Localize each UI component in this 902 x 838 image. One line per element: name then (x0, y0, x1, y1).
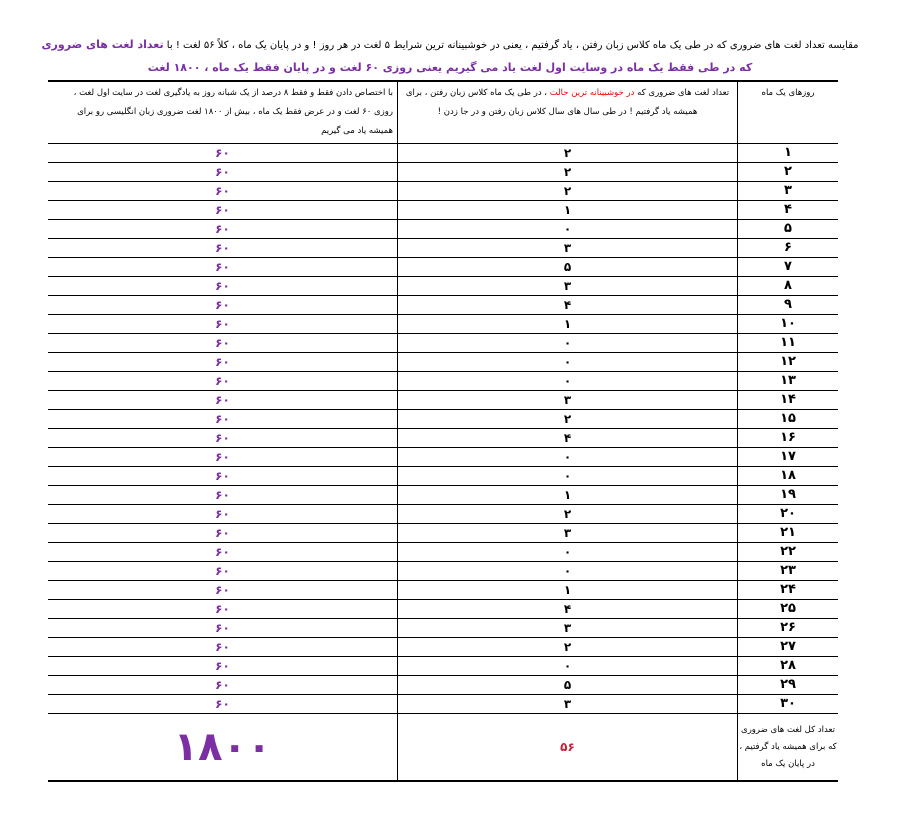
site-words-cell: ۶۰ (48, 524, 398, 543)
total-site: ۱۸۰۰ (48, 714, 398, 782)
class-words-cell: ۲ (398, 638, 738, 657)
site-words-cell: ۶۰ (48, 315, 398, 334)
table-row (48, 467, 838, 486)
day-cell: ۳ (738, 182, 839, 201)
class-words-cell: ۲ (398, 182, 738, 201)
class-words-cell: ۰ (398, 562, 738, 581)
site-words-cell: ۶۰ (48, 296, 398, 315)
day-cell: ۱۵ (738, 410, 839, 429)
class-words-cell: ۴ (398, 296, 738, 315)
site-words-cell: ۶۰ (48, 448, 398, 467)
site-words-cell: ۶۰ (48, 429, 398, 448)
table-row (48, 391, 838, 410)
day-cell: ۵ (738, 220, 839, 239)
site-words-cell: ۶۰ (48, 334, 398, 353)
class-words-cell: ۴ (398, 600, 738, 619)
day-cell: ۱ (738, 144, 839, 163)
site-words-cell: ۶۰ (48, 562, 398, 581)
day-cell: ۲۹ (738, 676, 839, 695)
day-cell: ۶ (738, 239, 839, 258)
day-cell: ۱۰ (738, 315, 839, 334)
table-row (48, 258, 838, 277)
day-cell: ۷ (738, 258, 839, 277)
site-words-cell: ۶۰ (48, 353, 398, 372)
site-words-cell: ۶۰ (48, 410, 398, 429)
class-words-cell: ۰ (398, 372, 738, 391)
site-words-cell: ۶۰ (48, 220, 398, 239)
class-words-cell: ۲ (398, 505, 738, 524)
site-words-cell: ۶۰ (48, 676, 398, 695)
table-row (48, 163, 838, 182)
class-words-cell: ۰ (398, 657, 738, 676)
intro-text (40, 34, 860, 80)
class-words-cell: ۰ (398, 334, 738, 353)
table-row (48, 144, 838, 163)
table-row (48, 220, 838, 239)
day-cell: ۲۳ (738, 562, 839, 581)
table-row (48, 296, 838, 315)
day-cell: ۳۰ (738, 695, 839, 714)
header-class-red: در خوشبینانه ترین حالت (549, 88, 635, 98)
site-words-cell: ۶۰ (48, 600, 398, 619)
site-words-cell: ۶۰ (48, 239, 398, 258)
intro-highlight: تعداد لغت های ضروری که در طی فقط یک ماه در وسایت اول لغت یاد می گیریم یعنی روزی ۶۰ لغت و در پایان فقط یک ماه ، ۱۸۰۰ لغت (41, 38, 753, 74)
site-words-cell: ۶۰ (48, 277, 398, 296)
total-class: ۵۶ (398, 714, 738, 782)
total-label: تعداد کل لغت های ضروری که برای همیشه یاد گرفتیم ، در پایان یک ماه (738, 714, 839, 782)
site-words-cell: ۶۰ (48, 486, 398, 505)
day-cell: ۱۴ (738, 391, 839, 410)
day-cell: ۸ (738, 277, 839, 296)
day-cell: ۱۱ (738, 334, 839, 353)
header-class-text: تعداد لغت های ضروری که (634, 88, 730, 98)
day-cell: ۱۶ (738, 429, 839, 448)
class-words-cell: ۰ (398, 353, 738, 372)
class-words-cell: ۴ (398, 429, 738, 448)
table-row (48, 676, 838, 695)
table-row (48, 448, 838, 467)
table-row (48, 600, 838, 619)
class-words-cell: ۳ (398, 619, 738, 638)
class-words-cell: ۰ (398, 220, 738, 239)
table-row (48, 562, 838, 581)
class-words-cell: ۱ (398, 486, 738, 505)
class-words-cell: ۰ (398, 448, 738, 467)
table-row (48, 201, 838, 220)
header-row (48, 81, 838, 144)
day-cell: ۹ (738, 296, 839, 315)
class-words-cell: ۲ (398, 163, 738, 182)
site-words-cell: ۶۰ (48, 201, 398, 220)
header-days: روزهای یک ماه (738, 81, 839, 144)
header-site: با اختصاص دادن فقط و فقط ۸ درصد از یک شبانه روز به یادگیری لغت در سایت اول لغت ، روزی ۶۰ لغت و در عرض فقط یک ماه ، بیش از ۱۸۰۰ لغت ضروری زبان انگلیسی رو برای همیشه یاد می گیریم (48, 81, 398, 144)
day-cell: ۱۹ (738, 486, 839, 505)
class-words-cell: ۰ (398, 543, 738, 562)
day-cell: ۲۱ (738, 524, 839, 543)
class-words-cell: ۳ (398, 695, 738, 714)
site-words-cell: ۶۰ (48, 372, 398, 391)
table-row (48, 353, 838, 372)
day-cell: ۲۸ (738, 657, 839, 676)
day-cell: ۲۶ (738, 619, 839, 638)
day-cell: ۱۷ (738, 448, 839, 467)
class-words-cell: ۱ (398, 315, 738, 334)
class-words-cell: ۳ (398, 391, 738, 410)
day-cell: ۱۳ (738, 372, 839, 391)
site-words-cell: ۶۰ (48, 182, 398, 201)
header-class (398, 81, 738, 144)
class-words-cell: ۱ (398, 201, 738, 220)
table-row (48, 638, 838, 657)
day-cell: ۱۸ (738, 467, 839, 486)
table-row (48, 524, 838, 543)
class-words-cell: ۳ (398, 524, 738, 543)
table-row (48, 277, 838, 296)
table-row (48, 581, 838, 600)
site-words-cell: ۶۰ (48, 144, 398, 163)
site-words-cell: ۶۰ (48, 619, 398, 638)
site-words-cell: ۶۰ (48, 657, 398, 676)
table-row (48, 315, 838, 334)
site-words-cell: ۶۰ (48, 543, 398, 562)
class-words-cell: ۰ (398, 467, 738, 486)
day-cell: ۲۲ (738, 543, 839, 562)
site-words-cell: ۶۰ (48, 163, 398, 182)
day-cell: ۴ (738, 201, 839, 220)
total-row (48, 714, 838, 782)
table-row (48, 695, 838, 714)
site-words-cell: ۶۰ (48, 581, 398, 600)
day-cell: ۲۵ (738, 600, 839, 619)
day-cell: ۲۴ (738, 581, 839, 600)
class-words-cell: ۳ (398, 239, 738, 258)
header-class-text-2: ، در طی یک ماه کلاس زبان رفتن ، برای همیشه یاد گرفتیم ! در طی سال های سال کلاس زبان رفتن و در جا زدن ! (405, 88, 698, 117)
site-words-cell: ۶۰ (48, 505, 398, 524)
class-words-cell: ۲ (398, 410, 738, 429)
class-words-cell: ۲ (398, 144, 738, 163)
table-row (48, 410, 838, 429)
class-words-cell: ۱ (398, 581, 738, 600)
table-row (48, 619, 838, 638)
table-row (48, 182, 838, 201)
site-words-cell: ۶۰ (48, 695, 398, 714)
comparison-table (48, 80, 838, 782)
day-cell: ۲ (738, 163, 839, 182)
site-words-cell: ۶۰ (48, 467, 398, 486)
table-row (48, 486, 838, 505)
site-words-cell: ۶۰ (48, 258, 398, 277)
class-words-cell: ۳ (398, 277, 738, 296)
day-cell: ۲۷ (738, 638, 839, 657)
table-row (48, 372, 838, 391)
table-row (48, 334, 838, 353)
intro-plain: مقایسه تعداد لغت های ضروری که در طی یک ماه کلاس زبان رفتن ، یاد گرفتیم ، یعنی در خوشبینانه ترین شرایط ۵ لغت در هر روز ! و در پایان یک ماه ، کلاً ۵۶ لغت ! با (163, 40, 859, 51)
class-words-cell: ۵ (398, 676, 738, 695)
day-cell: ۱۲ (738, 353, 839, 372)
table-row (48, 543, 838, 562)
table-row (48, 657, 838, 676)
table-row (48, 429, 838, 448)
site-words-cell: ۶۰ (48, 391, 398, 410)
site-words-cell: ۶۰ (48, 638, 398, 657)
table-row (48, 239, 838, 258)
day-cell: ۲۰ (738, 505, 839, 524)
table-row (48, 505, 838, 524)
class-words-cell: ۵ (398, 258, 738, 277)
